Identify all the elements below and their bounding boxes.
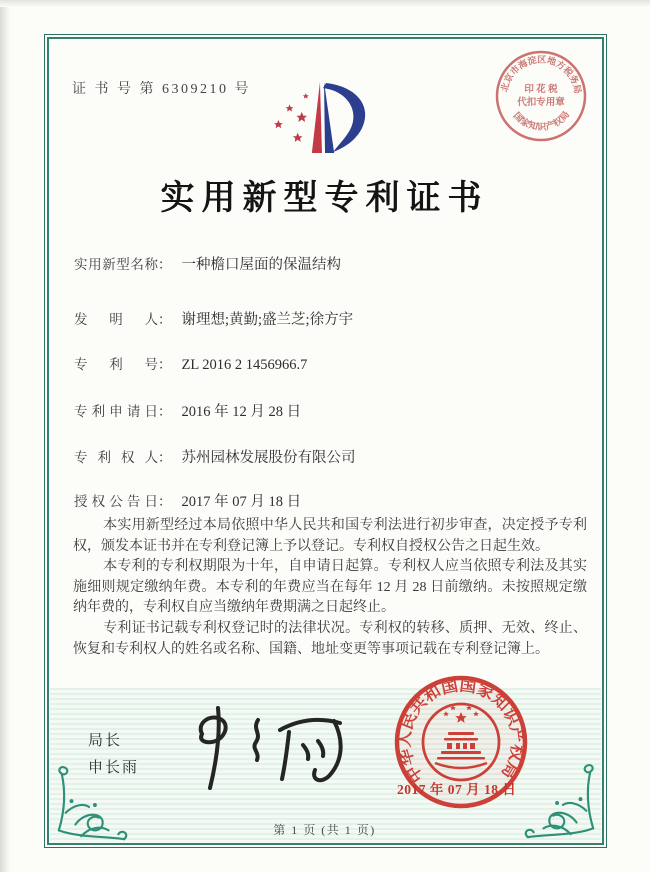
director-title: 局长 bbox=[88, 732, 123, 749]
field-row-patentee bbox=[74, 446, 356, 467]
director-name: 申长雨 bbox=[88, 759, 140, 776]
field-colon: ： bbox=[158, 494, 172, 509]
svg-text:国家知识产权局 bbox=[512, 109, 572, 132]
field-value: 苏州园林发展股份有限公司 bbox=[181, 450, 356, 466]
page-footer: 第 1 页 (共 1 页) bbox=[273, 823, 376, 837]
tax-stamp-icon bbox=[493, 48, 589, 144]
seal-ring-text: 中华人民共和国国家知识产权局 bbox=[396, 677, 526, 786]
field-value: 2017 年 07 月 18 日 bbox=[181, 494, 302, 510]
field-colon: ： bbox=[158, 404, 172, 419]
field-colon: ： bbox=[158, 312, 172, 327]
field-label: 实用新型名称 bbox=[74, 257, 158, 272]
field-colon: ： bbox=[158, 450, 172, 465]
field-label: 专利号 bbox=[74, 357, 158, 372]
logo-shapes bbox=[274, 82, 365, 153]
field-value: 2016 年 12 月 28 日 bbox=[181, 404, 302, 420]
scan-edge-left bbox=[0, 0, 10, 872]
certificate-title: 实用新型专利证书 bbox=[160, 180, 489, 217]
seal-date: 2017 年 07 月 18 日 bbox=[397, 782, 517, 797]
field-label: 专利申请日 bbox=[74, 404, 158, 419]
field-colon: ： bbox=[158, 257, 172, 272]
field-row-grant-date bbox=[74, 490, 301, 511]
scan-edge-top bbox=[0, 0, 650, 7]
body-paragraph-3: 专利证书记载专利权登记时的法律状况。专利权的转移、质押、无效、终止、恢复和专利权人的姓名或名称、国籍、地址变更等事项记载在专利登记簿上。 bbox=[73, 620, 587, 657]
tax-stamp-arc-bottom: 国家知识产权局 bbox=[511, 109, 572, 132]
certificate-number: 证 书 号 第 6309210 号 bbox=[72, 82, 251, 97]
field-row-filing-date bbox=[74, 400, 301, 421]
director-signature bbox=[172, 700, 352, 795]
field-row-patent-no bbox=[74, 353, 307, 374]
field-label: 授权公告日 bbox=[74, 494, 158, 509]
body-paragraph-1: 本实用新型经过本局依照中华人民共和国专利法进行初步审查，决定授予专利权，颁发本证书并在专利登记簿上予以登记。专利权自授权公告之日起生效。 bbox=[73, 518, 587, 554]
field-colon: ： bbox=[158, 357, 172, 372]
field-label: 专利权人 bbox=[74, 450, 158, 465]
field-row-inventor bbox=[74, 308, 353, 329]
field-row-name bbox=[74, 253, 341, 274]
certificate-body bbox=[73, 516, 587, 660]
body-paragraph-2: 本专利的专利权期限为十年，自申请日起算。专利权人应当依照专利法及其实施细则规定缴纳年费。本专利的年费应当在每年 12 月 28 日前缴纳。未按照规定缴纳年费的，专利权自应当缴纳年费期满之日起终止。 bbox=[73, 559, 587, 616]
field-value: 谢理想;黄勤;盛兰芝;徐方宇 bbox=[181, 312, 354, 328]
tax-stamp-arc-top: 北京市海淀区地方税务局 bbox=[499, 54, 583, 95]
field-value: 一种檐口屋面的保温结构 bbox=[181, 257, 341, 273]
cnipa-logo-icon bbox=[272, 80, 374, 156]
field-label: 发明人 bbox=[74, 312, 158, 327]
field-value: ZL 2016 2 1456966.7 bbox=[181, 357, 308, 373]
tax-stamp-line1: 印 花 税 bbox=[524, 85, 558, 95]
tax-stamp-line2: 代扣专用章 bbox=[517, 98, 565, 108]
